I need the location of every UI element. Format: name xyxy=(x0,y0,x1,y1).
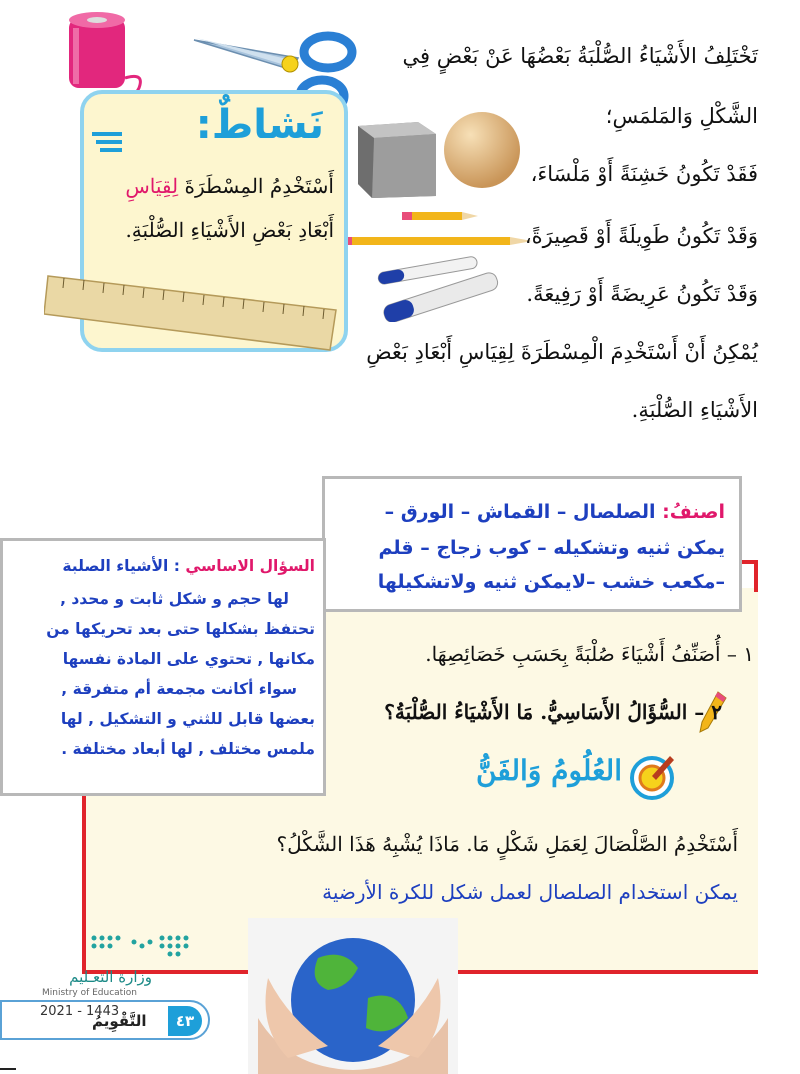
science-art-icon xyxy=(628,752,676,800)
question-line-5: سواء أكانت مجمعة أم متفرقة , xyxy=(61,680,297,698)
classify-line-2: يمكن ثنيه وتشكيله – كوب زجاج – قلم xyxy=(378,537,725,559)
lesson-line-7: الأَشْيَاءِ الصُّلْبَةِ. xyxy=(631,398,758,422)
lesson-line-4: وَقَدْ تَكُونُ طَوِيلَةً أَوْ قَصِيرَةً، xyxy=(524,224,758,248)
lesson-line-5: وَقَدْ تَكُونُ عَرِيضَةً أَوْ رَفِيعَةً. xyxy=(526,282,758,306)
activity-text-line-2: أَبْعَادِ بَعْضِ الأَشْيَاءِ الصُّلْبَةِ. xyxy=(125,218,334,242)
lesson-line-6: يُمْكِنُ أَنْ أَسْتَخْدِمَ الْمِسْطَرَةَ لِقِيَاسِ أَبْعَادِ بَعْضِ xyxy=(366,340,758,364)
question-line-1-text: : الأشياء الصلبة xyxy=(62,557,186,575)
clay-globe-photo xyxy=(248,918,458,1074)
activity-text-highlight: لِقِيَاسِ xyxy=(125,174,179,198)
question-label: السؤال الاساسي xyxy=(185,557,315,575)
art-answer: يمكن استخدام الصلصال لعمل شكل للكرة الأرضية xyxy=(322,880,738,904)
page-number: ٤٣ xyxy=(168,1006,202,1036)
footer-section-label: التَّقْوِيمُ xyxy=(92,1012,147,1030)
classify-line-3: –مكعب خشب –لايمكن ثنيه ولاتشكيلها xyxy=(377,571,725,593)
classify-answer-box xyxy=(322,476,742,612)
long-pencil-illustration xyxy=(340,232,536,250)
lesson-line-2: الشَّكْلِ وَالمَلمَسِ؛ xyxy=(605,104,758,128)
question-line-3: تحتفظ بشكلها حتى بعد تحريكها من xyxy=(46,620,315,638)
essential-question-box xyxy=(0,538,326,796)
activity-bullet-icon xyxy=(92,126,126,156)
question-line-1 xyxy=(62,557,315,575)
lesson-line-1: تَخْتَلِفُ الأَشْيَاءُ الصُّلْبَةُ بَعْضُهَا عَنْ بَعْضٍ فِي xyxy=(402,44,758,68)
science-art-title: العُلُومُ وَالفَنُّ xyxy=(476,754,622,787)
review-panel-frame-top xyxy=(740,560,758,592)
activity-title: نَشاطٌ: xyxy=(195,102,324,148)
ruler-illustration xyxy=(44,258,344,354)
classify-label: اصنفُ: xyxy=(662,501,725,523)
activity-text-plain: أَسْتَخْدِمُ المِسْطَرَةَ xyxy=(178,174,334,198)
ministry-logo-icon xyxy=(88,930,192,960)
short-pencil-illustration xyxy=(402,208,482,224)
classify-line-1-text: الصلصال – القماش – الورق – xyxy=(384,501,663,523)
footer-year: 2021 - 1443 xyxy=(40,1004,120,1019)
ministry-name-ar: وزارة التعـليم xyxy=(69,968,152,986)
art-question: أَسْتَخْدِمُ الصَّلْصَالَ لِعَمَلِ شَكْلٍ مَا. مَاذَا يُشْبِهُ هَذَا الشَّكْلُ؟ xyxy=(276,832,738,856)
markers-illustration xyxy=(370,252,510,322)
question-line-4: مكانها , تحتوي على المادة نفسها xyxy=(62,650,315,668)
exercise-item-2: ٢ – السُّؤَالُ الأَسَاسِيُّ. مَا الأَشْيَاءُ الصُّلْبَةُ؟ xyxy=(384,700,722,724)
lesson-line-3: فَقَدْ تَكُونُ خَشِنَةً أَوْ مَلْسَاءَ، xyxy=(530,162,758,186)
footer-rule xyxy=(0,1068,16,1070)
rough-cube-illustration xyxy=(352,112,442,202)
activity-text-line-1 xyxy=(125,174,334,198)
question-line-2: لها حجم و شكل ثابت و محدد , xyxy=(60,590,289,608)
question-line-6: بعضها قابل للثني و التشكيل , لها xyxy=(60,710,315,728)
wooden-ball-illustration xyxy=(440,108,524,192)
classify-line-1 xyxy=(385,501,725,523)
question-line-7: ملمس مختلف , لها أبعاد مختلفة . xyxy=(61,740,315,758)
exercise-item-1: ١ – أُصَنِّفُ أَشْيَاءَ صُلْبَةً بِحَسَبِ خَصَائِصِهَا. xyxy=(425,642,754,666)
ministry-name-en: Ministry of Education xyxy=(42,988,137,998)
